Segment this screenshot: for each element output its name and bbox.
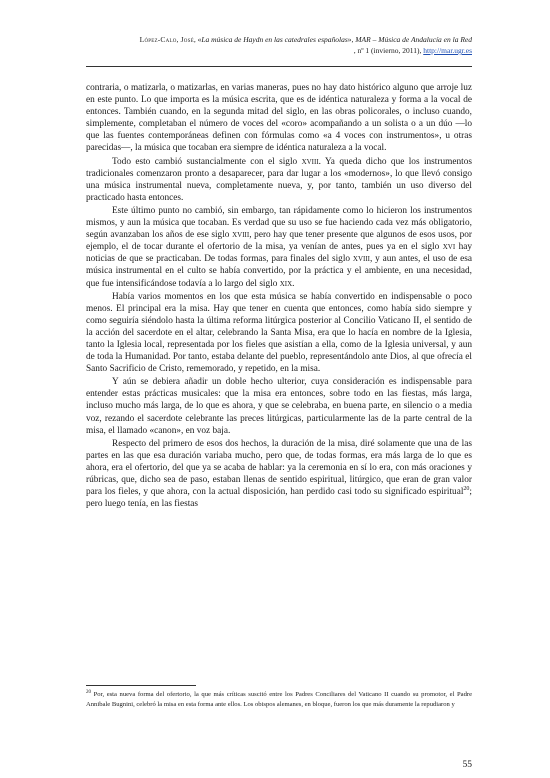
header-journal: MAR – Música de Andalucía en la Red xyxy=(355,35,472,44)
paragraph-text: . Ya queda dicho que los instrumentos tradicionales comenzaron pronto a desaparecer, para dar lugar a los «modernos», lo que llevó consigo una música instrumental nueva, completamente nueva, y, por tanto, también un uso diverso del practicado hasta entonces. xyxy=(86,156,472,203)
century-numeral: xvi xyxy=(442,242,456,253)
header-separator: , « xyxy=(193,35,202,44)
page-number: 55 xyxy=(462,760,472,770)
paragraph-text: ; pero luego tenía, en las fiestas xyxy=(86,487,472,510)
footnote-number: 20 xyxy=(86,689,91,695)
paragraph xyxy=(86,156,472,204)
paragraph-text: Respecto del primero de esos dos hechos, la duración de la misa, diré solamente que una de las partes en las que esa duración variaba mucho, pero que, de todas formas, era más larga de lo que es ahora, era el ofertorio, del que ya se acaba de hablar: ya la ceremonia en sí lo era, con más oraciones y rúbricas, que, dicho sea de paso, estaban llenas de sentido espiritual, litúrgico, que eran de gran valor para los fieles, y que ahora, con la actual disposición, han perdido casi todo su significado espiritual xyxy=(86,438,472,498)
paragraph-text: Este último punto no cambió, sin embargo, tan rápidamente como lo hicieron los instrumentos mismos, y aun la música que tocaban. Es verdad que su uso se fue haciendo cada vez más obligatorio, según avanzaban los años de ese siglo xyxy=(86,205,472,241)
paragraph xyxy=(86,376,472,436)
paragraph-text: contraria, o matizarla, o matizarlas, en varias maneras, pues no hay dato histórico alguno que arroje luz en este punto. Lo que importa es la música escrita, que es de idéntica naturaleza y forma a la vocal de entonces. También cuando, en la segunda mitad del siglo, en las obras policorales, o incluso cuando, simplemente, completaban el número de voces del «coro» acompañando a un solista o a un dúo —lo que las fuentes contemporáneas definen con fórmulas como «a 4 voces con instrumentos», u otras parecidas—, la música que tocaban era siempre de idéntica naturaleza a la vocal. xyxy=(86,83,472,154)
century-numeral: xix xyxy=(279,278,293,289)
paragraph-text: , pero hay que tener presente que algunos de esos usos, por ejemplo, el de tocar durante el ofertorio de la misa, ya venían de antes, pues ya en el siglo xyxy=(86,230,472,253)
body-text xyxy=(86,82,472,510)
paragraph-text: , y aun antes, el uso de esa música instrumental en el culto se había convertido, por la práctica y el ambiente, en una necesidad, que fue intensificándose todavía a lo largo del siglo xyxy=(86,254,472,289)
header-rule xyxy=(86,66,472,67)
century-numeral: xviii xyxy=(232,230,250,241)
footnote-rule xyxy=(86,685,196,686)
paragraph-text: Todo esto cambió sustancialmente con el siglo xyxy=(112,156,302,167)
header-issue: , nº 1 (invierno, 2011), xyxy=(353,46,424,55)
footnote-text: Por, esta nueva forma del ofertorio, la que más críticas suscitó entre los Padres Conciliares del Vaticano II cuando su promotor, el Padre Annibale Bugnini, celebró la misa en esta forma ante ellos. Los obispos alemanes, en bloque, fueron los que más duramente la repudiaron y xyxy=(86,691,472,708)
paragraph-text: Había varios momentos en los que esta música se había convertido en indispensable o poco menos. El principal era la misa. Hay que tener en cuenta que entonces, como había sido siempre y como seguiría siéndolo hasta la última reforma litúrgica posterior al Concilio Vaticano II, el sentido de la acción del sacerdote en el altar, celebrando la Santa Misa, era que lo hacía en nombre de la Iglesia, tanto la Iglesia local, representada por los fieles que asistían a ella, como de la Iglesia universal, y aun de toda la Humanidad. Por tanto, estaba delante del pueblo, representándolo ante Dios, al que ofrecía el Santo Sacrificio de Cristo, rememorado, y repetido, en la misa. xyxy=(86,291,472,375)
century-numeral: xviii xyxy=(301,156,319,167)
header-article-title: La música de Haydn en las catedrales españolas xyxy=(201,35,348,44)
footnote xyxy=(86,690,472,710)
paragraph-text: hay noticias de que se practicaban. De todas formas, para finales del siglo xyxy=(86,242,472,265)
header-url-link[interactable]: http://mar.ugr.es xyxy=(423,46,472,55)
paragraph-text: Y aún se debiera añadir un doble hecho ulterior, cuya consideración es indispensable para entender estas prácticas musicales: que la misa era entonces, sobre todo en las fiestas, más larga, incluso mucho más larga, de lo que es ahora, y que se celebraba, en buena parte, en silencio o a media voz, rezando el sacerdote celebrante las preces litúrgicas, particularmente las de la parte central de la misa, el llamado «canon», en voz baja. xyxy=(86,377,472,436)
paragraph xyxy=(86,205,472,290)
header-line-1 xyxy=(86,34,472,45)
paragraph xyxy=(86,291,472,376)
header-author: López-Calo, José xyxy=(139,35,194,44)
running-header xyxy=(86,34,472,56)
paragraph xyxy=(86,438,472,511)
paragraph-text: . xyxy=(292,278,295,289)
header-separator: », xyxy=(347,35,356,44)
footnote-reference[interactable]: 20 xyxy=(463,486,470,492)
header-line-2 xyxy=(86,45,472,56)
century-numeral: xviii xyxy=(352,254,371,265)
paragraph xyxy=(86,82,472,155)
